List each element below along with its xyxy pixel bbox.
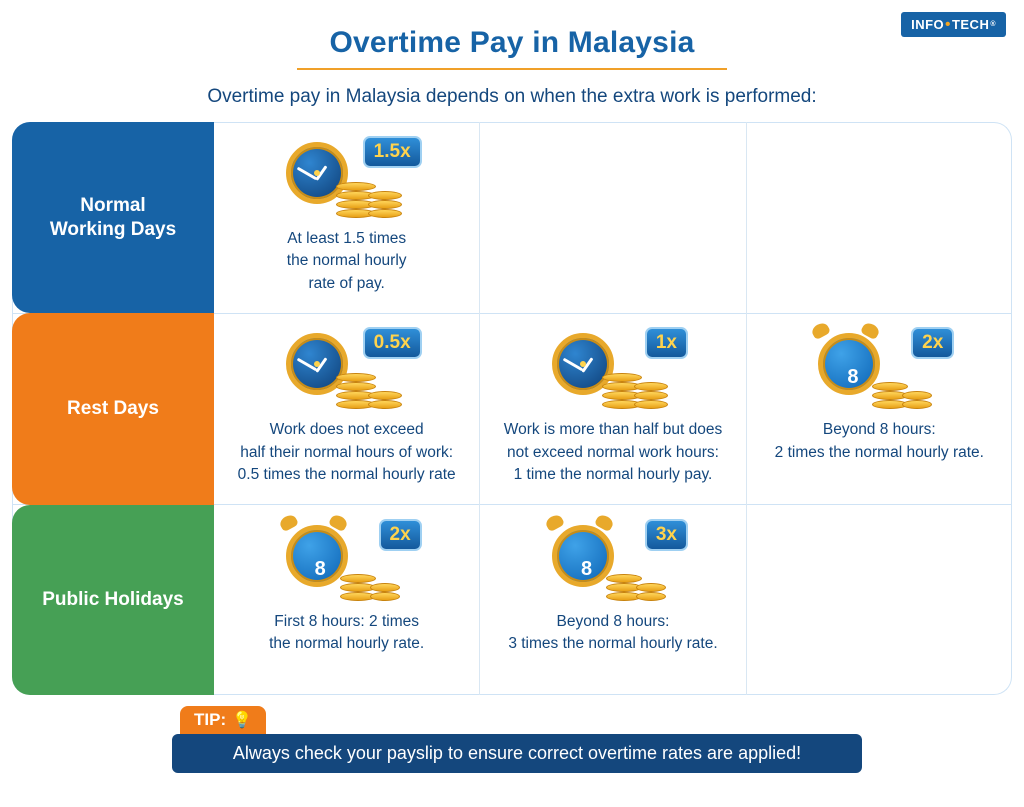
coin-stack-icon	[334, 549, 408, 603]
rate-description: Work does not exceed half their normal hours of work: 0.5 times the normal hourly rate	[237, 421, 456, 484]
multiplier-badge: 1.5x	[363, 136, 422, 168]
row-label-public-holidays: Public Holidays	[12, 505, 214, 695]
table-row	[12, 505, 1012, 695]
row-label-rest-days: Rest Days	[12, 313, 214, 504]
rate-description: First 8 hours: 2 times the normal hourly rate.	[269, 612, 425, 653]
alarm-bell-icon	[810, 321, 831, 340]
multiplier-badge: 1x	[645, 327, 688, 359]
page-title: Overtime Pay in Malaysia	[329, 26, 695, 59]
overtime-rates-table	[12, 122, 1012, 695]
multiplier-badge: 0.5x	[363, 327, 422, 359]
table-row	[12, 122, 1012, 313]
rate-description: Beyond 8 hours: 2 times the normal hourly rate.	[774, 421, 984, 461]
clock-hours-label: 8	[847, 366, 859, 389]
rate-cell	[214, 313, 479, 504]
lightbulb-icon: 💡	[232, 712, 253, 729]
coin-stack-icon	[334, 357, 408, 411]
coin-stack-icon	[600, 357, 674, 411]
logo-registered-mark: ®	[990, 21, 996, 28]
logo-text-info: INFO	[911, 17, 945, 32]
multiplier-badge: 3x	[645, 519, 688, 551]
multiplier-badge: 2x	[911, 327, 954, 359]
alarm-bell-icon	[278, 513, 299, 532]
logo-text-tech: TECH	[951, 17, 990, 32]
clock-hours-label: 8	[314, 557, 326, 580]
rate-cell	[746, 313, 1012, 504]
alarm-bell-icon	[544, 513, 565, 532]
alarm-clock-coins-icon	[272, 519, 422, 605]
rate-cell	[214, 122, 479, 313]
rate-cell-empty	[746, 505, 1012, 695]
coin-stack-icon	[600, 549, 674, 603]
tip-tab	[180, 706, 266, 734]
clock-hours-label: 8	[580, 557, 593, 580]
rate-cell-empty	[746, 122, 1012, 313]
rate-description: At least 1.5 times the normal hourly rate of pay.	[286, 230, 407, 292]
tip-label: TIP:	[194, 710, 227, 729]
coin-stack-icon	[334, 166, 408, 220]
clock-coins-icon	[272, 136, 422, 222]
infotech-logo	[901, 12, 1006, 37]
rate-description: Work is more than half but does not exceed normal work hours: 1 time the normal hourly pay.	[503, 421, 723, 484]
table-row	[12, 313, 1012, 504]
rate-description: Beyond 8 hours: 3 times the normal hourly rate.	[508, 612, 718, 653]
rate-cell-empty	[479, 122, 745, 313]
rate-cell	[479, 505, 745, 695]
clock-coins-icon	[538, 327, 688, 413]
row-label-normal-working-days: Normal Working Days	[12, 122, 214, 313]
alarm-clock-coins-icon	[538, 519, 688, 605]
page-subtitle: Overtime pay in Malaysia depends on when the extra work is performed:	[207, 86, 817, 107]
tip-section	[172, 706, 862, 773]
multiplier-badge: 2x	[379, 519, 422, 551]
rate-cell	[214, 505, 479, 695]
alarm-clock-coins-icon	[804, 327, 954, 413]
coin-stack-icon	[866, 357, 940, 411]
title-divider	[297, 68, 727, 70]
rate-cell	[479, 313, 745, 504]
tip-message: Always check your payslip to ensure correct overtime rates are applied!	[172, 734, 862, 773]
clock-coins-icon	[272, 327, 422, 413]
logo-dot-icon: •	[945, 16, 951, 33]
